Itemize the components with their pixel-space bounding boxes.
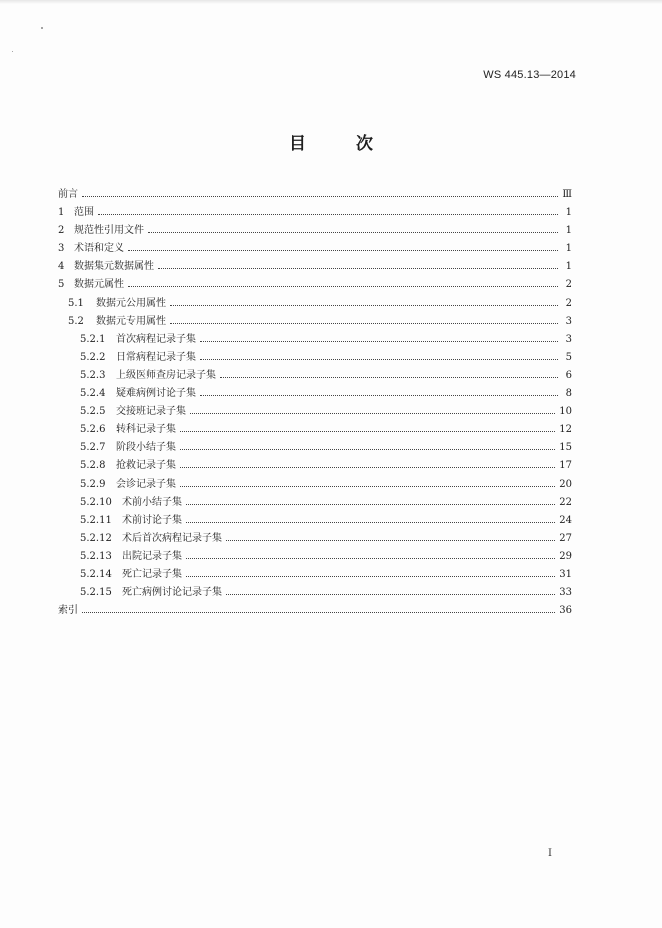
toc-entry-number: 2 <box>58 225 65 237</box>
toc-entry-number: 5.2.13 <box>80 550 112 562</box>
toc-entry[interactable] <box>58 594 572 617</box>
toc-entry-number: 5.2.3 <box>80 369 106 381</box>
toc-entry-number: 4 <box>58 261 65 273</box>
scan-edge <box>0 0 662 4</box>
table-of-contents <box>58 178 572 617</box>
toc-entry-label: 前言 <box>58 189 78 200</box>
toc-entry-number: 5.2.4 <box>80 388 106 400</box>
toc-entry-number: 5.2.8 <box>80 460 106 472</box>
toc-entry-page: 8 <box>565 388 572 400</box>
toc-entry-label: 会诊记录子集 <box>116 478 176 490</box>
toc-entry-page: 1 <box>565 207 572 219</box>
toc-entry-number: 5.2.10 <box>80 496 112 508</box>
toc-entry-number: 5.2.1 <box>80 333 106 345</box>
toc-entry-page: Ⅲ <box>562 189 572 200</box>
toc-entry-page: 2 <box>565 279 572 291</box>
toc-entry-label: 交接班记录子集 <box>116 406 186 418</box>
toc-entry-number: 5.2.2 <box>80 351 106 363</box>
dot-leader <box>226 576 555 595</box>
toc-entry-label: 数据集元数据属性 <box>74 261 154 273</box>
toc-entry-number: 3 <box>58 243 65 255</box>
toc-entry-page: 31 <box>559 568 572 580</box>
dot-leader <box>186 504 555 523</box>
dot-leader <box>220 359 558 378</box>
dot-leader <box>180 413 555 432</box>
dot-leader <box>200 341 558 360</box>
scan-speck <box>41 27 43 29</box>
dot-leader <box>82 594 555 613</box>
toc-entry-page: 6 <box>565 369 572 381</box>
toc-entry-label: 数据元属性 <box>74 279 124 291</box>
toc-entry-label: 首次病程记录子集 <box>116 333 196 345</box>
dot-leader <box>180 449 555 468</box>
toc-entry-label: 日常病程记录子集 <box>116 351 196 363</box>
dot-leader <box>128 268 558 287</box>
toc-entry-label: 疑难病例讨论子集 <box>116 388 196 400</box>
toc-entry-page: 27 <box>559 532 572 544</box>
toc-entry-number: 5.2.5 <box>80 406 106 418</box>
toc-entry-page: 22 <box>559 496 572 508</box>
dot-leader <box>128 232 558 251</box>
toc-entry-number: 5 <box>58 279 65 291</box>
dot-leader <box>186 558 555 577</box>
toc-entry-page: 24 <box>559 514 572 526</box>
toc-entry-number: 5.2.7 <box>80 442 106 454</box>
dot-leader <box>180 431 555 450</box>
toc-entry-number: 5.2.11 <box>80 514 112 526</box>
toc-entry-label: 规范性引用文件 <box>74 225 144 237</box>
toc-entry-number: 5.2.9 <box>80 478 106 490</box>
toc-entry-page: 10 <box>559 406 572 418</box>
dot-leader <box>190 395 555 414</box>
toc-entry-label: 转科记录子集 <box>116 424 176 436</box>
toc-entry-label: 术后首次病程记录子集 <box>122 532 222 544</box>
toc-entry-label: 术前讨论子集 <box>122 514 182 526</box>
dot-leader <box>170 305 558 324</box>
dot-leader <box>226 522 555 541</box>
toc-entry-label: 出院记录子集 <box>122 550 182 562</box>
toc-entry-page: 2 <box>565 297 572 309</box>
toc-entry-label: 术前小结子集 <box>122 496 182 508</box>
toc-entry-page: 1 <box>565 261 572 273</box>
document-code: WS 445.13—2014 <box>483 69 576 81</box>
toc-entry-label: 死亡病例讨论记录子集 <box>122 587 222 599</box>
toc-entry[interactable] <box>58 232 572 255</box>
toc-entry-number: 5.2 <box>68 315 84 327</box>
toc-entry-page: 17 <box>559 460 572 472</box>
dot-leader <box>98 196 558 215</box>
dot-leader <box>158 250 558 269</box>
toc-entry-page: 29 <box>559 550 572 562</box>
toc-entry[interactable] <box>58 178 572 200</box>
toc-entry-page: 5 <box>565 351 572 363</box>
toc-entry-page: 12 <box>559 424 572 436</box>
toc-entry-label: 数据元专用属性 <box>96 315 166 327</box>
toc-entry-number: 5.2.12 <box>80 532 112 544</box>
toc-entry-page: 1 <box>565 225 572 237</box>
toc-entry-page: 15 <box>559 442 572 454</box>
scan-speck <box>12 51 13 52</box>
toc-entry-label: 上级医师查房记录子集 <box>116 369 216 381</box>
toc-entry-page: 33 <box>559 587 572 599</box>
dot-leader <box>186 486 555 505</box>
toc-entry-number: 5.2.6 <box>80 424 106 436</box>
dot-leader <box>200 377 558 396</box>
toc-entry[interactable] <box>58 287 572 309</box>
dot-leader <box>170 287 558 306</box>
toc-entry[interactable] <box>58 268 572 291</box>
toc-entry-label: 术语和定义 <box>74 243 124 255</box>
toc-entry[interactable] <box>58 214 572 237</box>
dot-leader <box>186 540 555 559</box>
toc-entry-page: 3 <box>565 333 572 345</box>
dot-leader <box>148 214 558 233</box>
toc-entry-label: 抢救记录子集 <box>116 460 176 472</box>
toc-entry-number: 5.2.14 <box>80 568 112 580</box>
toc-entry-page: 3 <box>565 315 572 327</box>
dot-leader <box>82 178 558 197</box>
dot-leader <box>180 468 555 487</box>
toc-entry[interactable] <box>58 196 572 219</box>
toc-entry-label: 死亡记录子集 <box>122 568 182 580</box>
dot-leader <box>200 323 558 342</box>
toc-entry-label: 阶段小结子集 <box>116 442 176 454</box>
toc-entry-number: 1 <box>58 207 65 219</box>
toc-entry[interactable] <box>58 250 572 273</box>
page-title: 目 次 <box>289 134 395 154</box>
toc-entry-label: 范围 <box>74 207 94 219</box>
toc-entry-page: 36 <box>559 605 572 617</box>
toc-entry-number: 5.2.15 <box>80 587 112 599</box>
page-number: I <box>548 848 552 859</box>
toc-entry-label: 索引 <box>58 605 78 617</box>
toc-entry-page: 1 <box>565 243 572 255</box>
toc-entry-number: 5.1 <box>68 297 84 309</box>
toc-entry-label: 数据元公用属性 <box>96 297 166 309</box>
toc-entry-page: 20 <box>559 478 572 490</box>
